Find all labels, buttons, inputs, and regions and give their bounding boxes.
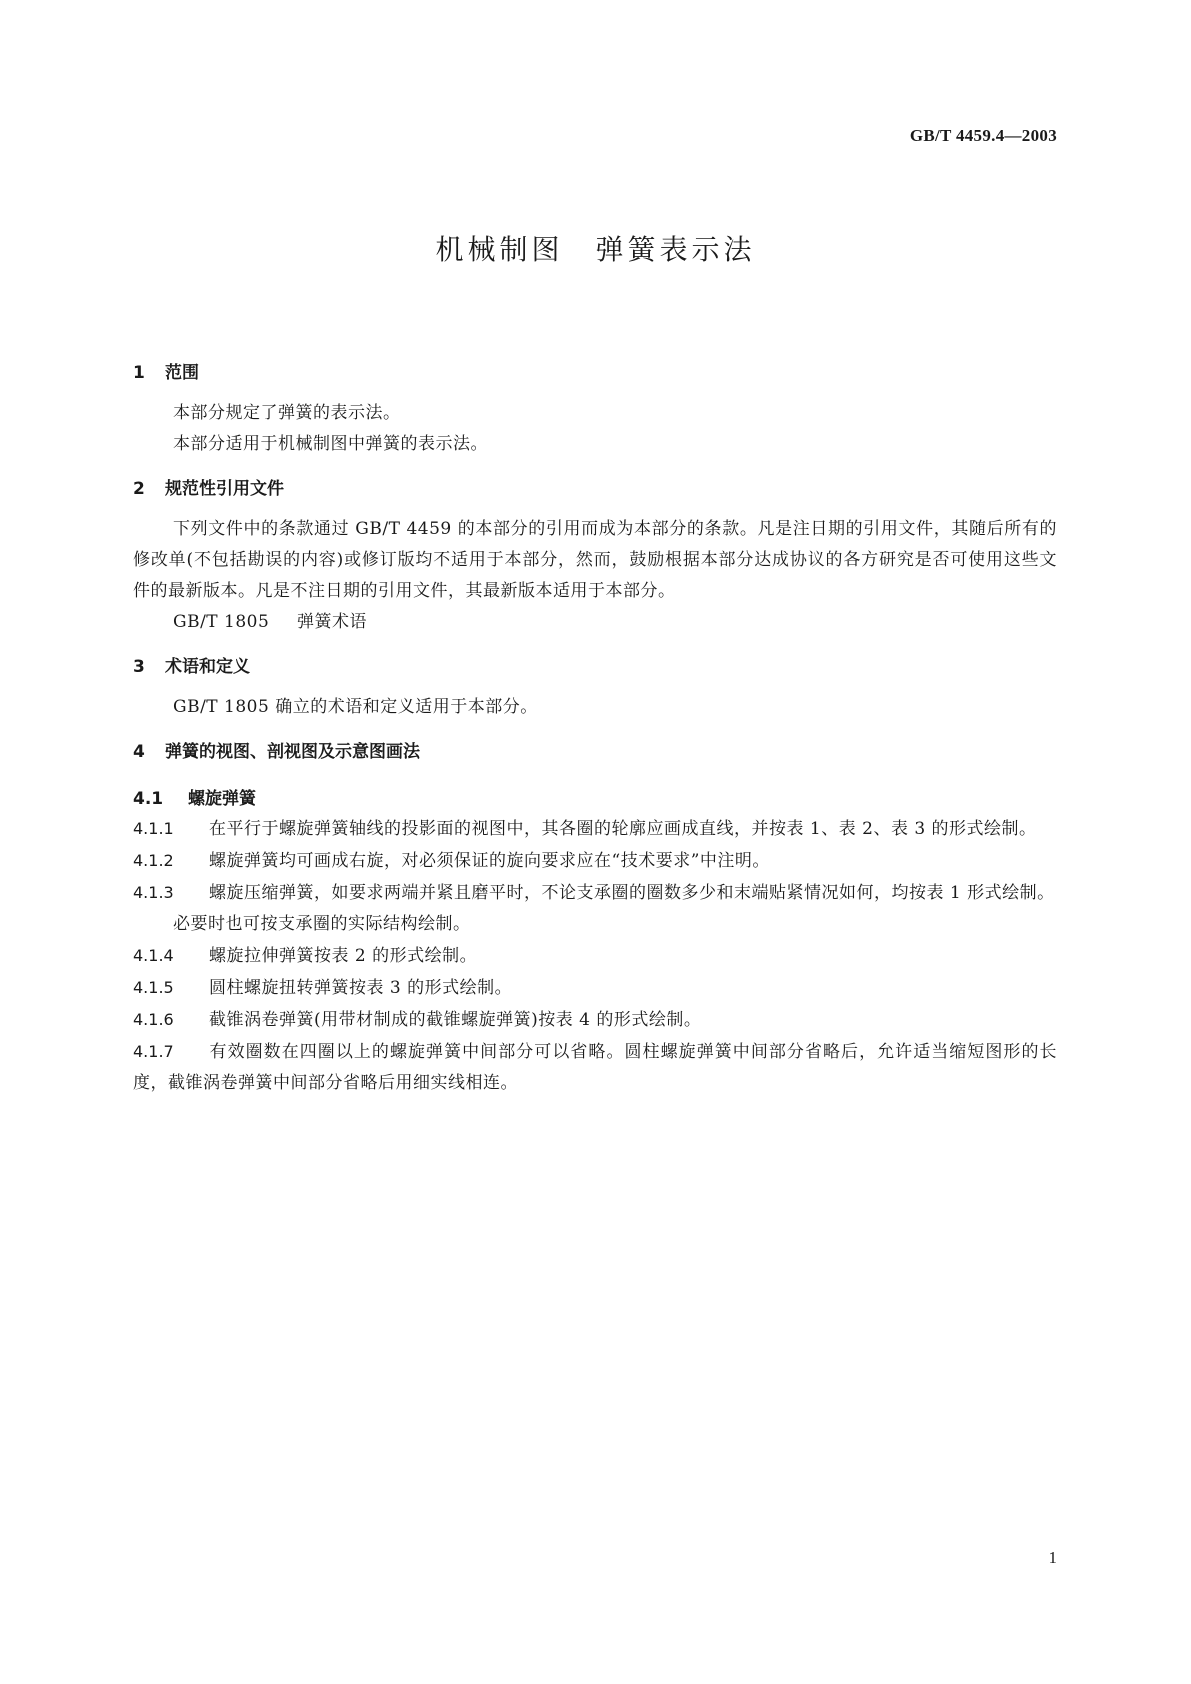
section-title: 规范性引用文件 <box>165 479 284 499</box>
clause-4-1-6 <box>133 1004 1057 1036</box>
clause-note: 必要时也可按支承圈的实际结构绘制。 <box>173 914 471 934</box>
reference-name: 弹簧术语 <box>297 612 367 632</box>
clause-number: 4.1.3 <box>133 883 174 902</box>
document-body <box>133 358 1057 1099</box>
paragraph: 本部分适用于机械制图中弹簧的表示法。 <box>173 434 488 454</box>
clause-4-1-4 <box>133 940 1057 972</box>
section-heading-4 <box>133 737 1057 762</box>
subsection-heading-4-1 <box>133 784 1057 809</box>
subsection-title: 螺旋弹簧 <box>188 789 256 809</box>
clause-text: 螺旋弹簧均可画成右旋，对必须保证的旋向要求应在“技术要求”中注明。 <box>209 851 770 871</box>
clause-number: 4.1.1 <box>133 819 174 838</box>
clause-4-1-1 <box>133 813 1057 845</box>
clause-4-1-2 <box>133 845 1057 877</box>
section-heading-1 <box>133 358 1057 383</box>
section-number: 1 <box>133 363 145 383</box>
clause-number: 4.1.2 <box>133 851 174 870</box>
clause-text: 螺旋压缩弹簧，如要求两端并紧且磨平时，不论支承圈的圈数多少和末端贴紧情况如何，均按表 1 形式绘制。 <box>209 883 1055 903</box>
paragraph: 本部分规定了弹簧的表示法。 <box>173 403 401 423</box>
clause-number: 4.1.6 <box>133 1010 174 1029</box>
page-number: 1 <box>1048 1548 1057 1567</box>
paragraph: 下列文件中的条款通过 GB/T 4459 的本部分的引用而成为本部分的条款。凡是注日期的引用文件，其随后所有的修改单(不包括勘误的内容)或修订版均不适用于本部分，然而，鼓励根据本部分达成协议的各方研究是否可使用这些文件的最新版本。凡是不注日期的引用文件，其最新版本适用于本部分。 <box>133 519 1057 601</box>
section-number: 2 <box>133 479 145 499</box>
paragraph: GB/T 1805 确立的术语和定义适用于本部分。 <box>173 697 538 717</box>
section-heading-2 <box>133 474 1057 499</box>
section-number: 3 <box>133 657 145 677</box>
section-title: 范围 <box>165 363 199 383</box>
subsection-number: 4.1 <box>133 789 164 809</box>
clause-text: 截锥涡卷弹簧(用带材制成的截锥螺旋弹簧)按表 4 的形式绘制。 <box>209 1010 702 1030</box>
standard-number: GB/T 4459.4—2003 <box>909 126 1057 145</box>
document-title: 机械制图 弹簧表示法 <box>435 233 756 266</box>
clause-number: 4.1.7 <box>133 1042 174 1061</box>
normative-reference <box>133 607 1057 638</box>
section-title: 弹簧的视图、剖视图及示意图画法 <box>165 742 420 762</box>
section-number: 4 <box>133 742 145 762</box>
section-heading-3 <box>133 652 1057 677</box>
clause-text: 在平行于螺旋弹簧轴线的投影面的视图中，其各圈的轮廓应画成直线，并按表 1、表 2、表 3 的形式绘制。 <box>209 819 1037 839</box>
reference-code: GB/T 1805 <box>173 612 270 632</box>
clause-text: 有效圈数在四圈以上的螺旋弹簧中间部分可以省略。圆柱螺旋弹簧中间部分省略后，允许适当缩短图形的长度，截锥涡卷弹簧中间部分省略后用细实线相连。 <box>133 1042 1057 1093</box>
section-title: 术语和定义 <box>165 657 250 677</box>
clause-4-1-7 <box>133 1036 1057 1099</box>
clause-number: 4.1.4 <box>133 946 174 965</box>
clause-4-1-3 <box>133 877 1057 909</box>
clause-text: 螺旋拉伸弹簧按表 2 的形式绘制。 <box>209 946 478 966</box>
clause-text: 圆柱螺旋扭转弹簧按表 3 的形式绘制。 <box>209 978 513 998</box>
clause-4-1-5 <box>133 972 1057 1004</box>
clause-number: 4.1.5 <box>133 978 174 997</box>
